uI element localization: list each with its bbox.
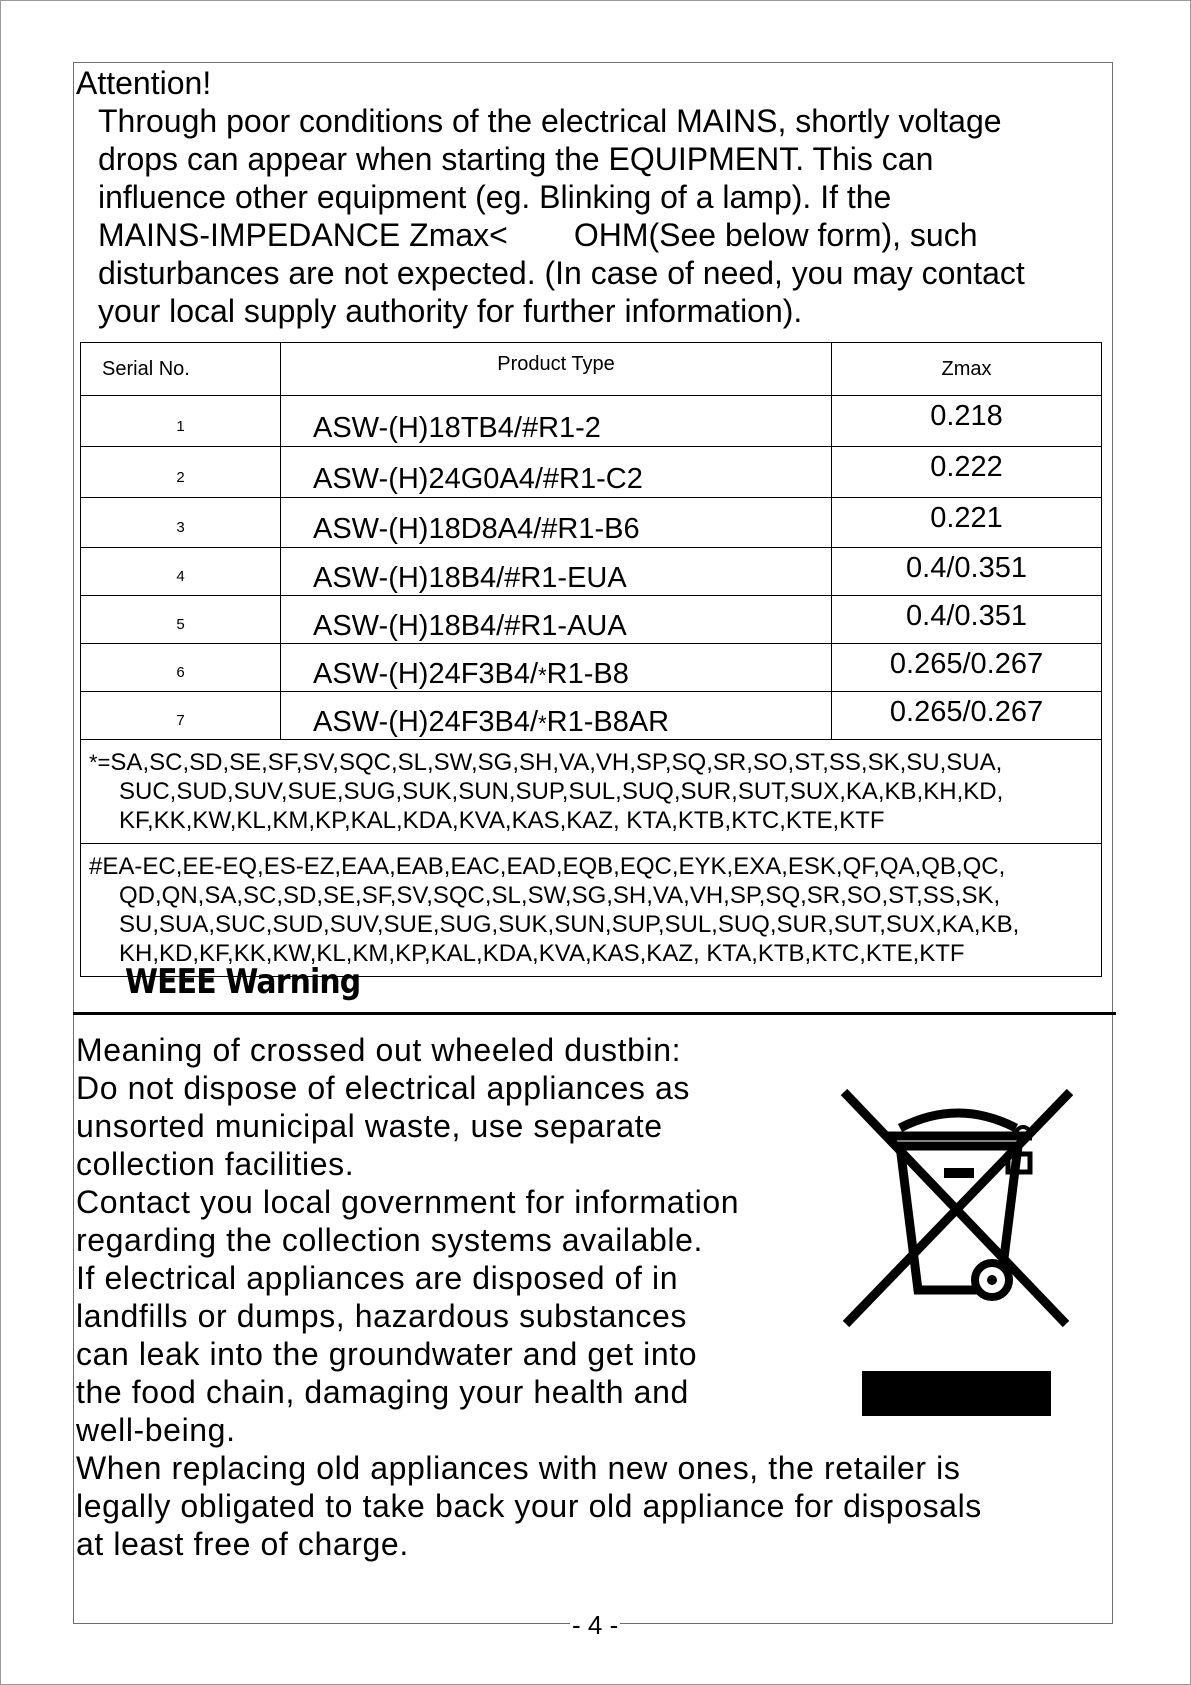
hash-note-line: QD,QN,SA,SC,SD,SE,SF,SV,SQC,SL,SW,SG,SH,VA,VH,SP,SQ,SR,SO,ST,SS,SK, [119,882,1001,909]
weee-line: at least free of charge. [76,1526,409,1562]
zmax-cell: 0.222 [832,447,1102,498]
star-mark: * [538,711,547,736]
weee-line: Contact you local government for information [76,1184,740,1220]
table-row [81,596,1102,644]
model-zmax-table [80,342,1102,977]
weee-line: regarding the collection systems available. [76,1222,704,1258]
star-note-line: KF,KK,KW,KL,KM,KP,KAL,KDA,KVA,KAS,KAZ, KTA,KTB,KTC,KTE,KTF [119,807,885,834]
header-product-type: Product Type [281,343,832,396]
zmax-cell: 0.265/0.267 [832,644,1102,692]
weee-line: collection facilities. [76,1146,355,1182]
black-bar [862,1371,1051,1416]
serial-cell: 3 [81,498,281,548]
table-row [81,498,1102,548]
header-serial-no: Serial No. [81,343,281,396]
attention-line: your local supply authority for further information). [98,293,803,329]
weee-line: well-being. [76,1412,236,1448]
weee-line: can leak into the groundwater and get into [76,1336,698,1372]
table-row [81,447,1102,498]
table-row [81,692,1102,740]
weee-line: the food chain, damaging your health and [76,1374,689,1410]
hash-note-mark: # [89,853,103,880]
weee-line: legally obligated to take back your old appliance for disposals [76,1488,982,1524]
product-type-cell: ASW-(H)18D8A4/#R1-B6 [281,498,832,548]
attention-line: disturbances are not expected. (In case of need, you may contact [98,255,1025,291]
weee-line: landfills or dumps, hazardous substances [76,1298,687,1334]
star-mark: * [538,663,547,688]
product-type-suffix: R1-B8AR [546,706,670,738]
product-type-suffix: R1-B8 [546,658,629,690]
table-header-row [81,343,1102,396]
zmax-cell: 0.4/0.351 [832,596,1102,644]
zmax-cell: 0.265/0.267 [832,692,1102,740]
weee-line: unsorted municipal waste, use separate [76,1108,663,1144]
serial-cell: 7 [81,692,281,740]
weee-line: When replacing old appliances with new ones, the retailer is [76,1450,961,1486]
star-note-row [81,740,1102,844]
attention-title: Attention! [76,65,212,101]
crossed-out-wheeled-bin-icon [840,1088,1076,1328]
product-type-cell: ASW-(H)24G0A4/#R1-C2 [281,447,832,498]
hash-note-row [81,844,1102,977]
product-type-cell: ASW-(H)18B4/#R1-AUA [281,596,832,644]
table-row [81,548,1102,596]
product-type-cell [281,692,832,740]
page-number: - 4 - [572,1610,619,1640]
product-type-cell [281,644,832,692]
product-type-cell: ASW-(H)18TB4/#R1-2 [281,396,832,447]
star-note-mark: *= [89,750,111,775]
hash-note-line: SU,SUA,SUC,SUD,SUV,SUE,SUG,SUK,SUN,SUP,SUL,SUQ,SUR,SUT,SUX,KA,KB, [119,911,1020,938]
weee-line: Meaning of crossed out wheeled dustbin: [76,1032,682,1068]
zmax-cell: 0.221 [832,498,1102,548]
serial-cell: 5 [81,596,281,644]
attention-line-zmax [98,216,1108,254]
product-type-cell: ASW-(H)18B4/#R1-EUA [281,548,832,596]
weee-divider [73,1012,1116,1015]
serial-cell: 2 [81,447,281,498]
star-note-line: SA,SC,SD,SE,SF,SV,SQC,SL,SW,SG,SH,VA,VH,SP,SQ,SR,SO,ST,SS,SK,SU,SUA, [110,749,1003,776]
star-note [81,740,1102,844]
hash-note-line: EA-EC,EE-EQ,ES-EZ,EAA,EAB,EAC,EAD,EQB,EQC,EYK,EXA,ESK,QF,QA,QB,QC, [102,853,1006,880]
hash-note [81,844,1102,977]
zmax-cell: 0.4/0.351 [832,548,1102,596]
attention-line-zmax-end: OHM(See below form), such [573,217,978,253]
attention-line-zmax-start: MAINS-IMPEDANCE Zmax< [98,217,508,253]
serial-cell: 4 [81,548,281,596]
zmax-cell: 0.218 [832,396,1102,447]
weee-line: Do not dispose of electrical appliances as [76,1070,690,1106]
product-type-prefix: ASW-(H)24F3B4/ [313,658,539,690]
attention-paragraph [98,102,1108,330]
hash-note-line: KH,KD,KF,KK,KW,KL,KM,KP,KAL,KDA,KVA,KAS,KAZ, KTA,KTB,KTC,KTE,KTF [119,940,965,967]
attention-line: drops can appear when starting the EQUIPMENT. This can [98,141,934,177]
weee-warning-title: WEEE Warning [125,962,361,1002]
table-row [81,396,1102,447]
weee-line: If electrical appliances are disposed of in [76,1260,679,1296]
attention-line: Through poor conditions of the electrical MAINS, shortly voltage [98,103,1002,139]
table-row [81,644,1102,692]
product-type-prefix: ASW-(H)24F3B4/ [313,706,539,738]
attention-line: influence other equipment (eg. Blinking of a lamp). If the [98,179,892,215]
star-note-line: SUC,SUD,SUV,SUE,SUG,SUK,SUN,SUP,SUL,SUQ,SUR,SUT,SUX,KA,KB,KH,KD, [119,778,1004,805]
serial-cell: 1 [81,396,281,447]
header-zmax: Zmax [832,343,1102,396]
serial-cell: 6 [81,644,281,692]
